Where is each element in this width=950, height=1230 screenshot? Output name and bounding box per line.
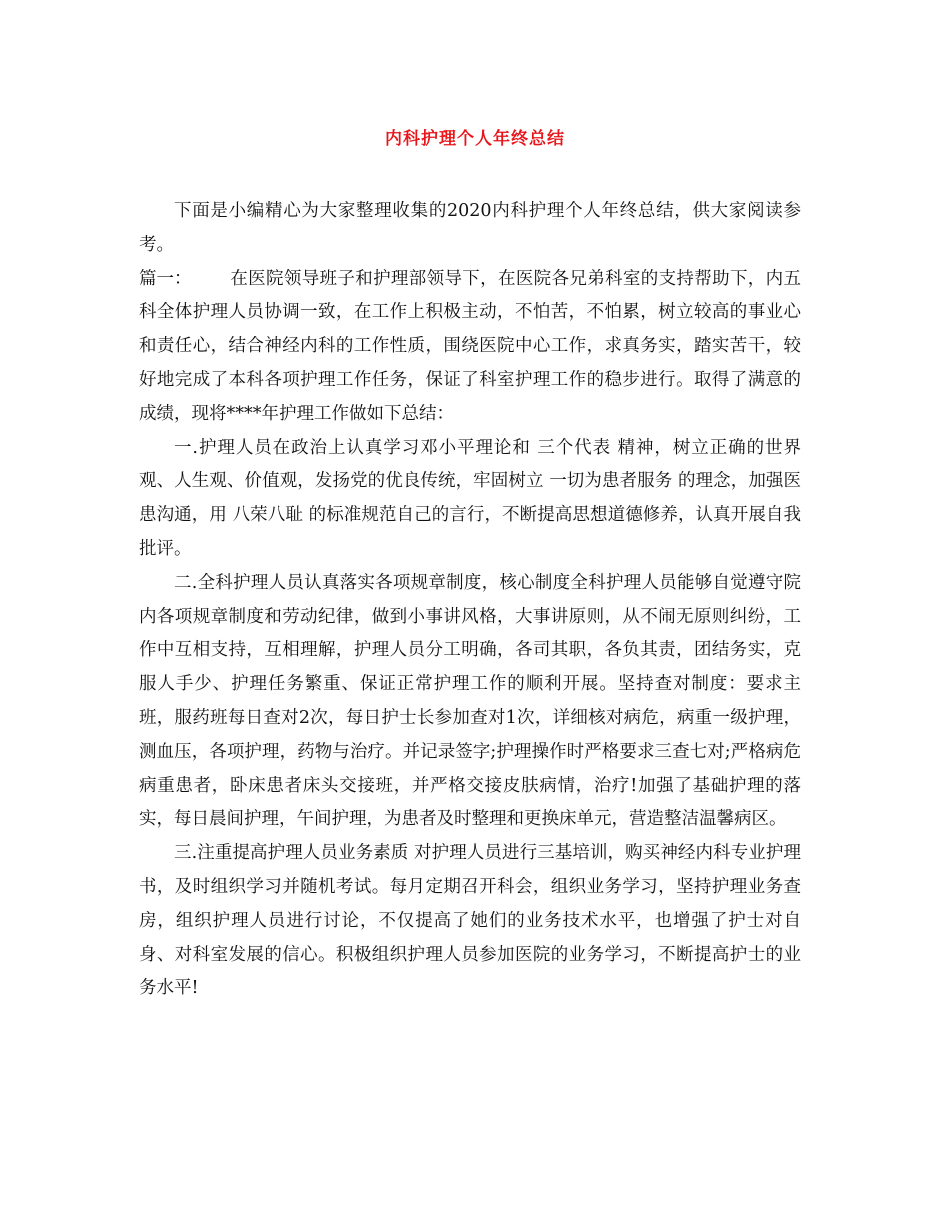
- part-label: 篇一：: [139, 268, 192, 289]
- section-2-paragraph: 二.全科护理人员认真落实各项规章制度，核心制度全科护理人员能够自觉遵守院内各项规章制度和劳动纪律，做到小事讲风格，大事讲原则，从不闹无原则纠纷，工作中互相支持，互相理解，护理人员分工明确，各司其职，各负其责，团结务实，克服人手少、护理任务繁重、保证正常护理工作的顺利开展。坚持查对制度：要求主班，服药班每日查对2次，每日护士长参加查对1次，详细核对病危，病重一级护理，测血压，各项护理，药物与治疗。并记录签字;护理操作时严格要求三查七对;严格病危病重患者，卧床患者床头交接班，并严格交接皮肤病情，治疗!加强了基础护理的落实，每日晨间护理，午间护理，为患者及时整理和更换床单元，营造整洁温馨病区。: [139, 572, 801, 830]
- document-body: [139, 195, 801, 1006]
- intro-paragraph: 下面是小编精心为大家整理收集的2020内科护理个人年终总结，供大家阅读参考。: [139, 201, 801, 255]
- part-text: 在医院领导班子和护理部领导下，在医院各兄弟科室的支持帮助下，内五科全体护理人员协调一致，在工作上积极主动，不怕苦，不怕累，树立较高的事业心和责任心，结合神经内科的工作性质，围绕医院中心工作，求真务实，踏实苦干，较好地完成了本科各项护理工作任务，保证了科室护理工作的稳步进行。取得了满意的成绩，现将****年护理工作做如下总结：: [139, 268, 801, 424]
- section-1-paragraph: 一.护理人员在政治上认真学习邓小平理论和 三个代表 精神，树立正确的世界观、人生观、价值观，发扬党的优良传统，牢固树立 一切为患者服务 的理念，加强医患沟通，用 八荣八耻 的标准规范自己的言行，不断提高思想道德修养，认真开展自我批评。: [139, 437, 801, 559]
- document-title: 内科护理个人年终总结: [385, 129, 565, 149]
- part-one-paragraph: [139, 263, 801, 432]
- section-3-paragraph: 三.注重提高护理人员业务素质 对护理人员进行三基培训，购买神经内科专业护理书，及时组织学习并随机考试。每月定期召开科会，组织业务学习，坚持护理业务查房，组织护理人员进行讨论，不仅提高了她们的业务技术水平，也增强了护士对自身、对科室发展的信心。积极组织护理人员参加医院的业务学习，不断提高护士的业务水平!: [139, 843, 801, 999]
